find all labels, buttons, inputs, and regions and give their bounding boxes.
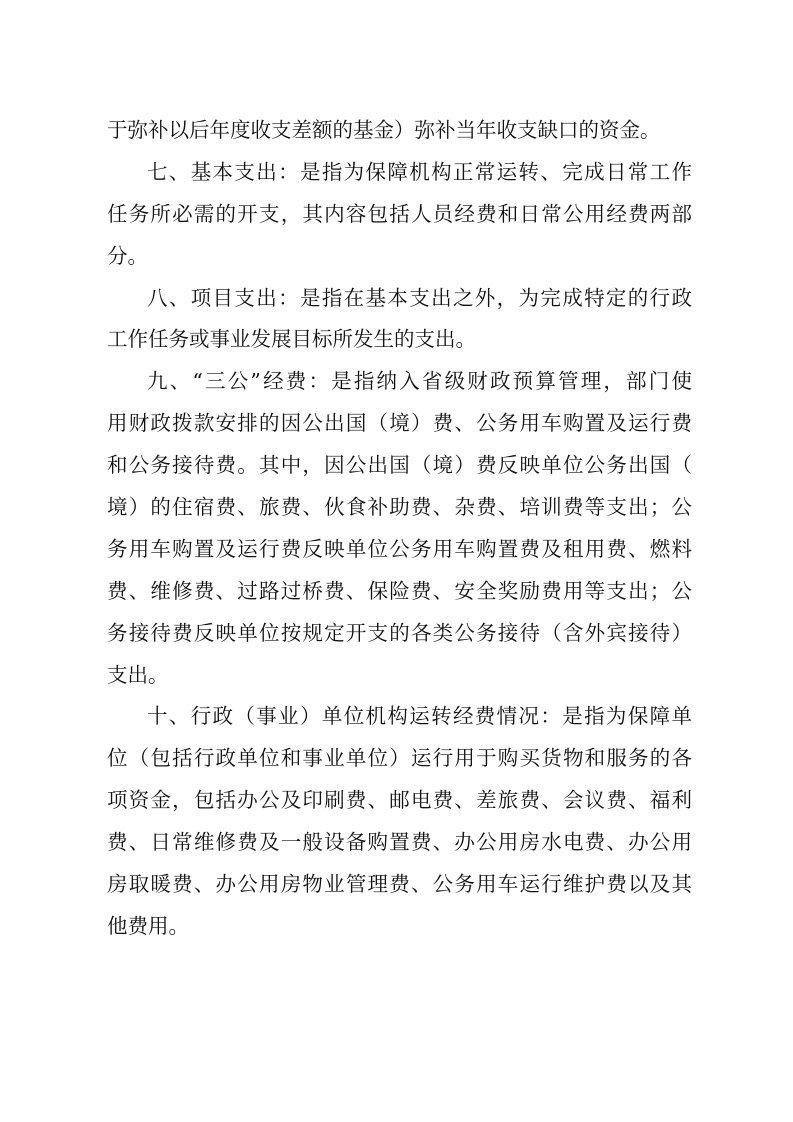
text-line: 务接待费反映单位按规定开支的各类公务接待（含外宾接待） — [107, 620, 692, 645]
paragraph-three-public-expenses — [107, 361, 692, 696]
text-line: 费、日常维修费及一般设备购置费、办公用房水电费、办公用 — [107, 830, 692, 855]
text-line: 十、行政（事业）单位机构运转经费情况：是指为保障单 — [147, 704, 692, 729]
text-line: 费、维修费、过路过桥费、保险费、安全奖励费用等支出；公 — [107, 578, 692, 603]
text-line: 任务所必需的开支，其内容包括人员经费和日常公用经费两部 — [107, 201, 692, 226]
text-line: 九、“三公”经费：是指纳入省级财政预算管理，部门使 — [147, 369, 692, 394]
text-line: 用财政拨款安排的因公出国（境）费、公务用车购置及运行费 — [107, 411, 692, 436]
text-line: 七、基本支出：是指为保障机构正常运转、完成日常工作 — [147, 159, 692, 184]
text-line: 他费用。 — [107, 913, 189, 938]
paragraph-basic-expenditure — [107, 152, 692, 278]
text-line: 位（包括行政单位和事业单位）运行用于购买货物和服务的各 — [107, 746, 692, 771]
text-line: 境）的住宿费、旅费、伙食补助费、杂费、培训费等支出；公 — [107, 495, 692, 520]
paragraph-project-expenditure — [107, 278, 692, 362]
paragraph-operating-funds — [107, 696, 692, 947]
text-line: 工作任务或事业发展目标所发生的支出。 — [107, 327, 476, 352]
paragraph-continuation — [107, 110, 692, 152]
text-line: 房取暖费、办公用房物业管理费、公务用车运行维护费以及其 — [107, 872, 692, 897]
text-line: 务用车购置及运行费反映单位公务用车购置费及租用费、燃料 — [107, 536, 692, 561]
text-line: 和公务接待费。其中，因公出国（境）费反映单位公务出国（ — [107, 453, 692, 478]
text-line: 八、项目支出：是指在基本支出之外，为完成特定的行政 — [147, 285, 692, 310]
body-text — [107, 110, 692, 948]
text-line: 分。 — [107, 243, 148, 268]
text-line: 项资金，包括办公及印刷费、邮电费、差旅费、会议费、福利 — [107, 788, 692, 813]
text-line: 支出。 — [107, 662, 169, 687]
text-line: 于弥补以后年度收支差额的基金）弥补当年收支缺口的资金。 — [107, 118, 661, 142]
